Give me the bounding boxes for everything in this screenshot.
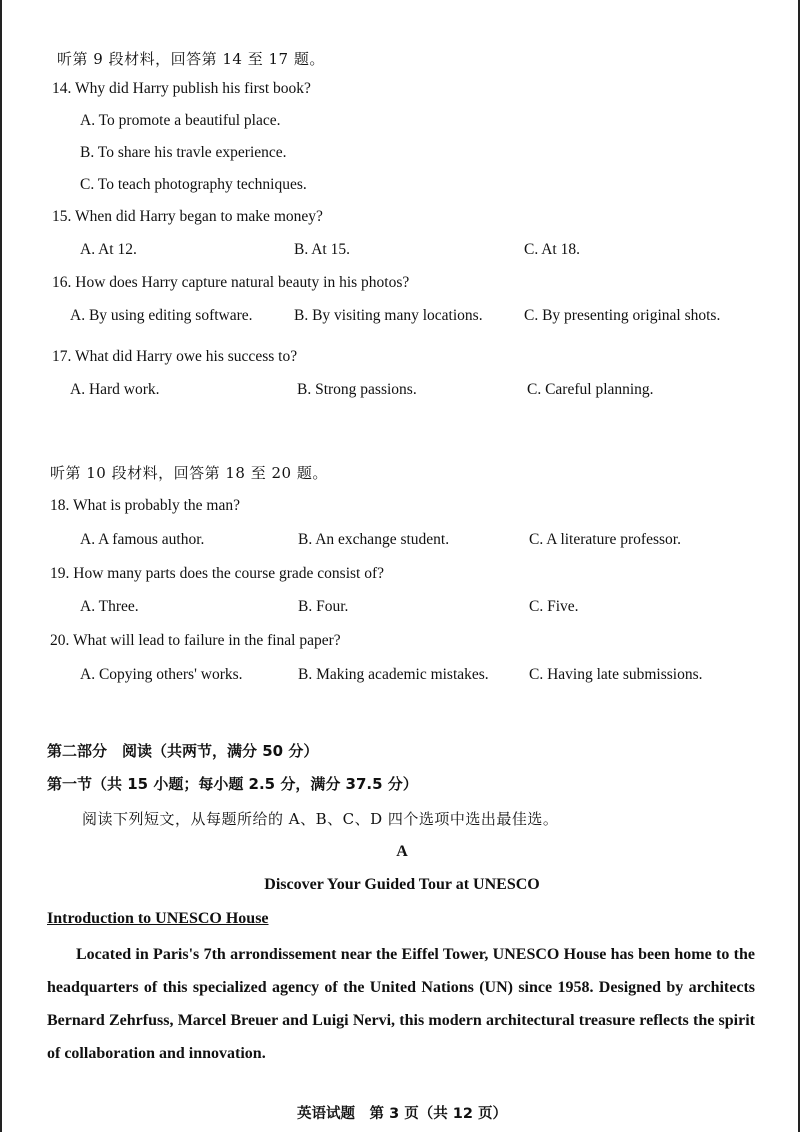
question-19: 19. How many parts does the course grade consist of? xyxy=(50,565,385,582)
passage-subheading: Introduction to UNESCO House xyxy=(47,910,269,927)
passage-title: Discover Your Guided Tour at UNESCO xyxy=(264,876,540,893)
q20-option-b: B. Making academic mistakes. xyxy=(298,666,489,683)
q18-option-b: B. An exchange student. xyxy=(298,531,450,548)
q20-option-a: A. Copying others' works. xyxy=(80,666,243,683)
q16-option-a: A. By using editing software. xyxy=(70,307,253,324)
part-2-heading: 第二部分 阅读（共两节，满分 50 分） xyxy=(47,742,319,760)
q16-option-c: C. By presenting original shots. xyxy=(524,307,721,324)
section-9-header: 听第 9 段材料，回答第 14 至 17 题。 xyxy=(57,50,325,68)
q20-option-c: C. Having late submissions. xyxy=(529,666,703,683)
passage-letter: A xyxy=(396,843,408,860)
q18-option-a: A. A famous author. xyxy=(80,531,205,548)
q14-option-a: A. To promote a beautiful place. xyxy=(80,112,281,129)
question-14: 14. Why did Harry publish his first book? xyxy=(52,80,311,97)
q15-option-b: B. At 15. xyxy=(294,241,350,258)
question-18: 18. What is probably the man? xyxy=(50,497,240,514)
q19-option-a: A. Three. xyxy=(80,598,139,615)
section-1-heading: 第一节（共 15 小题；每小题 2.5 分，满分 37.5 分） xyxy=(47,775,418,793)
q17-option-c: C. Careful planning. xyxy=(527,381,654,398)
q19-option-b: B. Four. xyxy=(298,598,349,615)
question-17: 17. What did Harry owe his success to? xyxy=(52,348,298,365)
q17-option-b: B. Strong passions. xyxy=(297,381,417,398)
q16-option-b: B. By visiting many locations. xyxy=(294,307,483,324)
question-20: 20. What will lead to failure in the final paper? xyxy=(50,632,341,649)
q19-option-c: C. Five. xyxy=(529,598,579,615)
question-15: 15. When did Harry began to make money? xyxy=(52,208,323,225)
q14-option-c: C. To teach photography techniques. xyxy=(80,176,307,193)
q14-option-b: B. To share his travle experience. xyxy=(80,144,287,161)
q17-option-a: A. Hard work. xyxy=(70,381,160,398)
q15-option-c: C. At 18. xyxy=(524,241,580,258)
q15-option-a: A. At 12. xyxy=(80,241,137,258)
section-10-header: 听第 10 段材料，回答第 18 至 20 题。 xyxy=(50,464,328,482)
reading-instruction: 阅读下列短文，从每题所给的 A、B、C、D 四个选项中选出最佳选。 xyxy=(82,810,559,828)
question-16: 16. How does Harry capture natural beauty in his photos? xyxy=(52,274,410,291)
passage-paragraph: Located in Paris's 7th arrondissement near the Eiffel Tower, UNESCO House has been home to the headquarters of this specialized agency of the United Nations (UN) since 1958. Designed by architects Bernard Zehrfuss, Marcel Breuer and Luigi Nervi, this modern architectural treasure reflects the spirit of collaboration and innovation. xyxy=(47,946,755,1062)
page-footer: 英语试题 第 3 页（共 12 页） xyxy=(297,1106,507,1122)
q18-option-c: C. A literature professor. xyxy=(529,531,681,548)
